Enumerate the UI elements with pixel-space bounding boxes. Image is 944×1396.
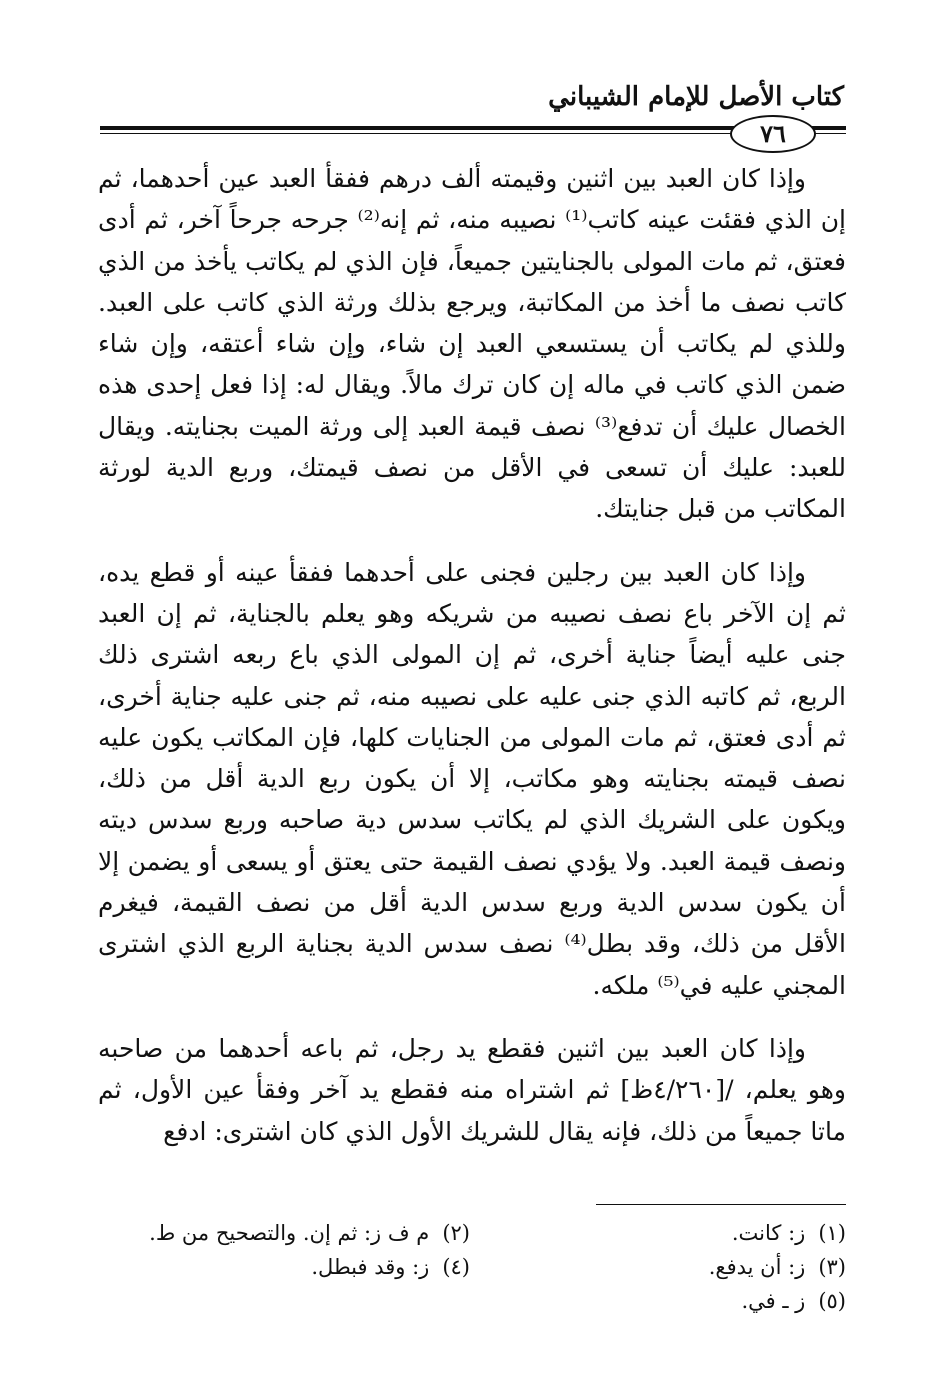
footnote-marker: (٣) [818,1255,846,1279]
footnote-3 [470,1250,846,1284]
footnote-2 [98,1216,470,1250]
running-title: كتاب الأصل للإمام الشيباني [548,82,844,112]
footnote-marker: (١) [818,1221,846,1245]
footnote-text: ز: أن يدفع. [708,1255,806,1279]
footnote-separator [596,1204,846,1205]
header-rule-thick [100,126,740,130]
paragraph: وإذا كان العبد بين اثنين فقطع يد رجل، ثم باعه أحدهما من صاحبه وهو يعلم، /[٤/٢٦٠ظ] ثم اشتراه منه فقطع يد آخر وفقأ عين الأول، ثم ماتا جميعاً من ذلك، فإنه يقال للشريك الأول الذي كان اشترى: ادفع [98,1033,847,1146]
footnote-text: ز: وقد فبطل. [311,1255,430,1279]
footnote-marker: (٤) [442,1255,470,1279]
body-text [98,158,846,1152]
footnote-1 [470,1216,846,1250]
footnote-text: ز ـ في. [741,1289,806,1313]
footnotes [98,1216,846,1318]
footnote-text: م ف ز: ثم إن. والتصحيح من ط. [149,1221,430,1245]
footnote-marker: (٢) [442,1221,470,1245]
page-number: ٧٦ [730,115,816,153]
header-rule-thin [100,133,740,134]
footnote-4 [98,1250,470,1284]
paragraph: وإذا كان العبد بين اثنين وقيمته ألف درهم ففقأ العبد عين أحدهما، ثم إن الذي فقئت عينه كاتب⁽¹⁾ نصيبه منه، ثم إنه⁽²⁾ جرحه جرحاً آخر، ثم أدى فعتق، ثم مات المولى بالجنايتين جميعاً، فإن الذي لم يكاتب يأخذ من الذي كاتب نصف ما أخذ من المكاتبة، ويرجع بذلك ورثة الذي كاتب على العبد. وللذي لم يكاتب أن يستسعي العبد إن شاء، وإن شاء أعتقه، وإن شاء ضمن الذي كاتب في ماله إن كان ترك مالاً. ويقال له: إذا فعل إحدى هذه الخصال عليك أن تدفع⁽³⁾ نصف قيمة العبد إلى ورثة الميت بجنايته. ويقال للعبد: عليك أن تسعى في الأقل من نصف قيمتك، وربع الدية لورثة المكاتب من قبل جنايتك. [98,164,846,524]
paragraph: وإذا كان العبد بين رجلين فجنى على أحدهما ففقأ عينه أو قطع يده، ثم إن الآخر باع نصف نصيبه من شريكه وهو يعلم بالجناية، ثم إن العبد جنى عليه أيضاً جناية أخرى، ثم إن المولى الذي باع ربعه اشترى ذلك الربع، ثم كاتبه الذي جنى عليه على نصيبه منه، ثم جنى عليه جناية أخرى، ثم أدى فعتق، ثم مات المولى من الجنايات كلها، فإن المكاتب يكون عليه نصف قيمته بجنايته وهو مكاتب، إلا أن يكون ربع الدية أقل من ذلك، ويكون على الشريك الذي لم يكاتب سدس دية صاحبه وربع سدس ديته ونصف قيمة العبد. ولا يؤدي نصف القيمة حتى يعتق أو يسعى أو يضمن إلا أن يكون سدس الدية وربع سدس الدية أقل من نصف القيمة، فيغرم الأقل من ذلك، وقد بطل⁽⁴⁾ نصف سدس الدية بجناية الربع الذي اشترى المجني عليه في⁽⁵⁾ ملكه. [98,557,846,1000]
footnote-marker: (٥) [818,1289,846,1313]
footnote-text: ز: كانت. [731,1221,806,1245]
footnote-5 [470,1284,846,1318]
